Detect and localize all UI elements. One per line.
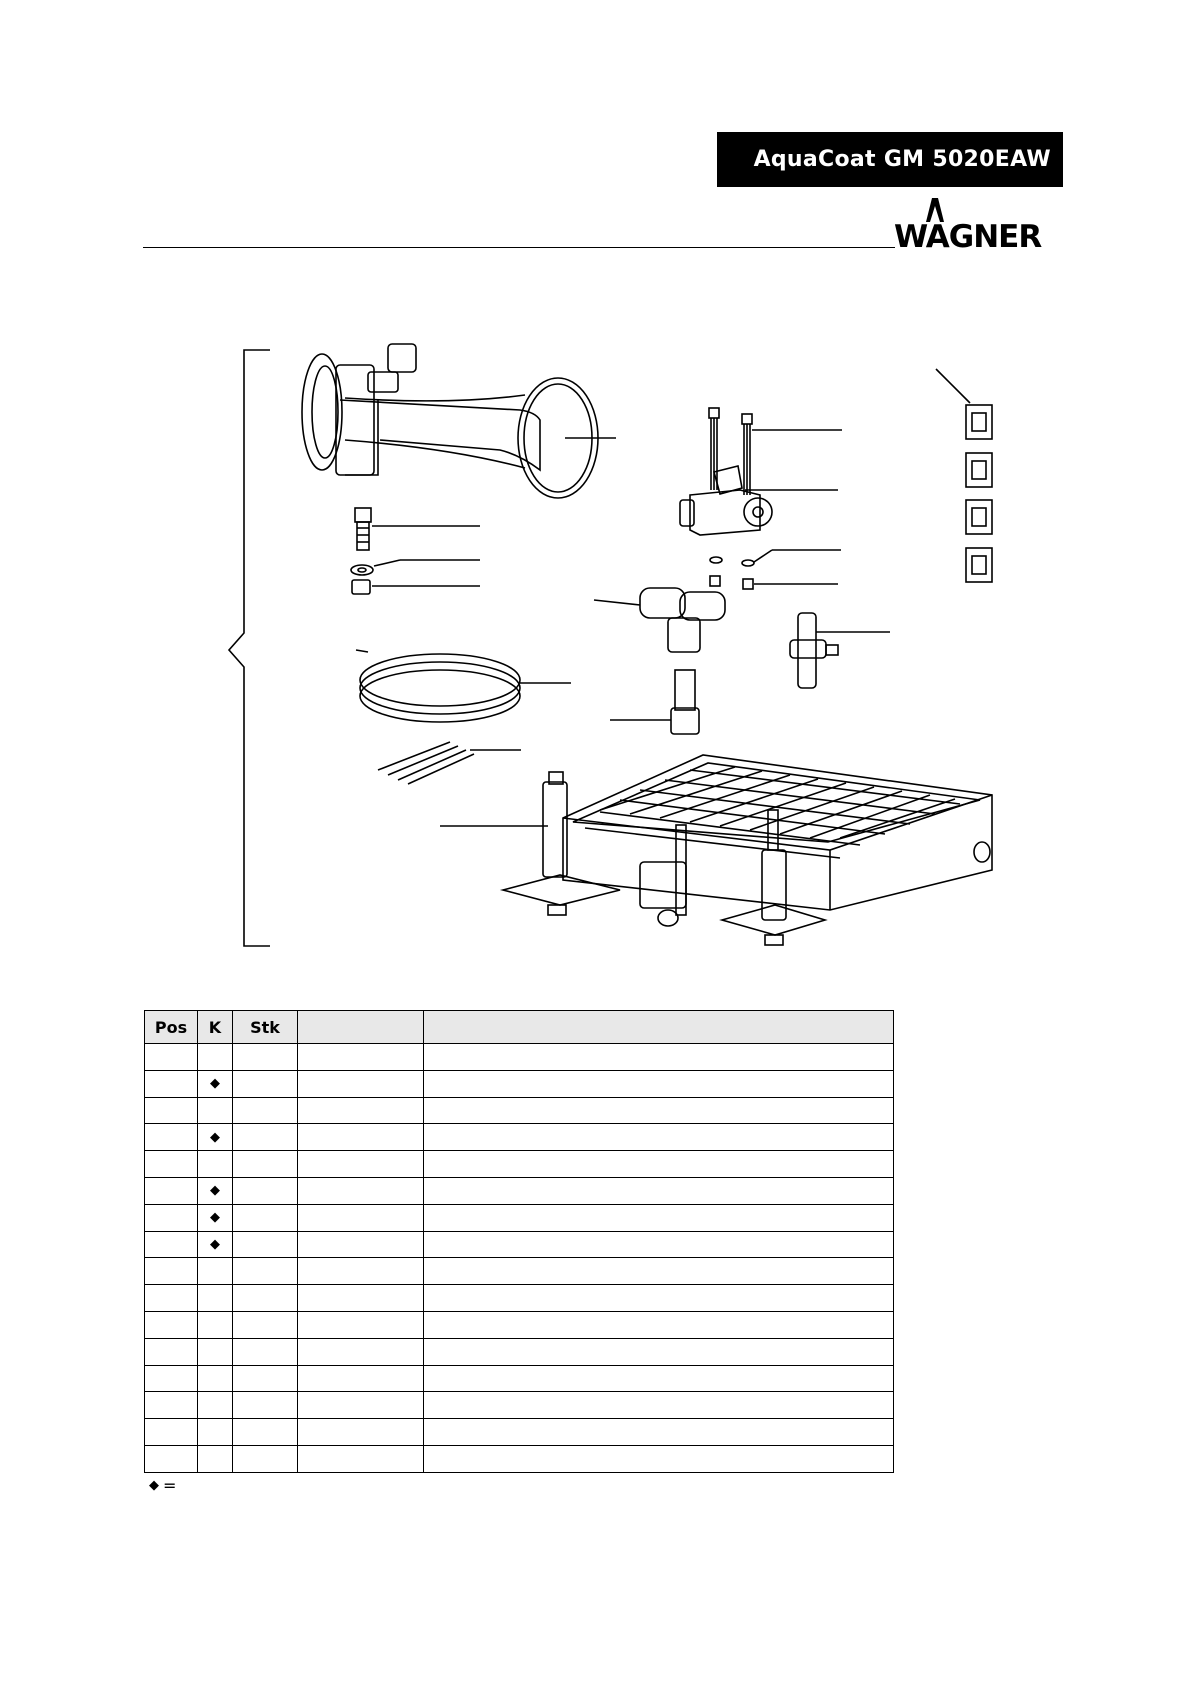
table-row	[145, 1392, 894, 1419]
t-fitting	[594, 588, 890, 734]
cell-order	[298, 1124, 424, 1151]
cell-k: ◆	[198, 1070, 233, 1097]
cell-pos	[145, 1097, 198, 1124]
product-title: AquaCoat GM 5020EAW	[753, 147, 1051, 172]
cell-pos	[145, 1419, 198, 1446]
table-row	[145, 1204, 894, 1231]
cell-pos	[145, 1392, 198, 1419]
cell-stk	[233, 1044, 298, 1071]
hose-coil	[356, 650, 571, 722]
cell-pos	[145, 1285, 198, 1312]
cell-stk	[233, 1338, 298, 1365]
cell-stk	[233, 1392, 298, 1419]
cell-order	[298, 1151, 424, 1178]
cell-stk	[233, 1151, 298, 1178]
cell-desc	[424, 1419, 894, 1446]
gasket-plates	[936, 369, 992, 582]
cell-desc	[424, 1097, 894, 1124]
cell-order	[298, 1338, 424, 1365]
table-row	[145, 1365, 894, 1392]
table-row	[145, 1177, 894, 1204]
table-row	[145, 1445, 894, 1472]
cell-order	[298, 1392, 424, 1419]
cell-desc	[424, 1338, 894, 1365]
cell-pos	[145, 1044, 198, 1071]
cell-k	[198, 1258, 233, 1285]
cell-stk	[233, 1177, 298, 1204]
table-row	[145, 1124, 894, 1151]
grating-tray	[440, 755, 992, 945]
table-row	[145, 1419, 894, 1446]
cell-order	[298, 1044, 424, 1071]
cell-desc	[424, 1044, 894, 1071]
cell-stk	[233, 1204, 298, 1231]
table-row	[145, 1151, 894, 1178]
cell-order	[298, 1285, 424, 1312]
cell-pos	[145, 1177, 198, 1204]
cell-pos	[145, 1338, 198, 1365]
cell-desc	[424, 1445, 894, 1472]
cell-k	[198, 1419, 233, 1446]
cell-k	[198, 1338, 233, 1365]
logo-text: WAGNER	[894, 219, 1042, 255]
cell-k: ◆	[198, 1124, 233, 1151]
table-header-row	[145, 1011, 894, 1044]
cell-k	[198, 1285, 233, 1312]
cell-pos	[145, 1204, 198, 1231]
valve-assembly	[680, 408, 842, 589]
cell-pos	[145, 1445, 198, 1472]
cell-desc	[424, 1365, 894, 1392]
legend	[149, 1476, 176, 1495]
cell-k	[198, 1392, 233, 1419]
cell-pos	[145, 1151, 198, 1178]
cell-order	[298, 1419, 424, 1446]
cell-order	[298, 1445, 424, 1472]
cell-k	[198, 1445, 233, 1472]
cell-desc	[424, 1124, 894, 1151]
parts-table	[144, 1010, 894, 1473]
cell-pos	[145, 1124, 198, 1151]
cell-k: ◆	[198, 1231, 233, 1258]
cell-order	[298, 1311, 424, 1338]
cell-stk	[233, 1311, 298, 1338]
cell-stk	[233, 1258, 298, 1285]
bolt-washer-nut-left	[351, 508, 480, 594]
table-row	[145, 1258, 894, 1285]
cell-stk	[233, 1445, 298, 1472]
air-horn-drawing	[302, 344, 616, 498]
cell-pos	[145, 1231, 198, 1258]
cell-desc	[424, 1151, 894, 1178]
cell-desc	[424, 1204, 894, 1231]
table-row	[145, 1070, 894, 1097]
cable-ties	[378, 742, 521, 784]
cell-k	[198, 1097, 233, 1124]
legend-equals: =	[163, 1476, 177, 1495]
cell-k	[198, 1311, 233, 1338]
cell-stk	[233, 1124, 298, 1151]
cell-desc	[424, 1258, 894, 1285]
assembly-bracket	[229, 350, 270, 946]
cell-stk	[233, 1419, 298, 1446]
cell-pos	[145, 1365, 198, 1392]
cell-pos	[145, 1258, 198, 1285]
header-stk: Stk	[233, 1011, 298, 1044]
table-row	[145, 1044, 894, 1071]
cell-desc	[424, 1392, 894, 1419]
cell-desc	[424, 1177, 894, 1204]
cell-desc	[424, 1070, 894, 1097]
cell-order	[298, 1177, 424, 1204]
cell-order	[298, 1365, 424, 1392]
cell-desc	[424, 1285, 894, 1312]
cell-stk	[233, 1070, 298, 1097]
cell-stk	[233, 1097, 298, 1124]
cell-stk	[233, 1231, 298, 1258]
cell-pos	[145, 1070, 198, 1097]
cell-order	[298, 1231, 424, 1258]
cell-k: ◆	[198, 1177, 233, 1204]
cell-order	[298, 1070, 424, 1097]
cell-k	[198, 1365, 233, 1392]
cell-k: ◆	[198, 1204, 233, 1231]
cell-k	[198, 1151, 233, 1178]
cell-stk	[233, 1285, 298, 1312]
table-row	[145, 1311, 894, 1338]
header-order-no	[298, 1011, 424, 1044]
cell-pos	[145, 1311, 198, 1338]
header-k: K	[198, 1011, 233, 1044]
cell-order	[298, 1204, 424, 1231]
cell-desc	[424, 1311, 894, 1338]
table-row	[145, 1285, 894, 1312]
table-row	[145, 1097, 894, 1124]
cell-k	[198, 1044, 233, 1071]
cell-desc	[424, 1231, 894, 1258]
cell-order	[298, 1097, 424, 1124]
table-row	[145, 1338, 894, 1365]
header-pos: Pos	[145, 1011, 198, 1044]
cell-stk	[233, 1365, 298, 1392]
legend-symbol: ◆	[149, 1478, 159, 1493]
cell-order	[298, 1258, 424, 1285]
header-description	[424, 1011, 894, 1044]
table-row	[145, 1231, 894, 1258]
